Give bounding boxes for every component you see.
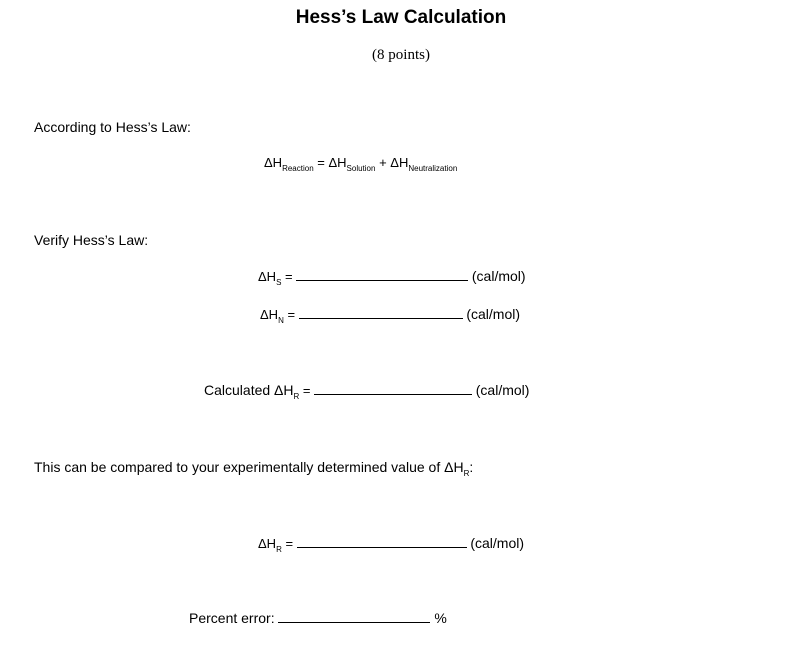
compare-main: This can be compared to your experimentally determined value of ΔH	[34, 459, 464, 475]
page-title: Hess’s Law Calculation	[295, 7, 507, 28]
dhn-row	[260, 306, 520, 325]
calc-sub: R	[293, 392, 300, 401]
calc-prefix: Calculated ΔH	[204, 382, 294, 398]
equation-plus: + ΔH	[375, 155, 409, 170]
equation-lhs-sub: Reaction	[282, 164, 314, 173]
dhs-blank-field[interactable]	[296, 268, 468, 281]
dhn-sub: N	[278, 316, 284, 325]
points-subtitle: (8 points)	[372, 47, 430, 63]
verify-label: Verify Hess’s Law:	[34, 232, 149, 248]
compare-sub: R	[463, 469, 470, 478]
hess-equation	[264, 155, 458, 173]
dhn-eq: =	[283, 307, 296, 322]
dhn-symbol: ΔH	[260, 307, 279, 322]
equation-lhs: ΔH	[264, 155, 283, 170]
dhs-eq: =	[281, 269, 293, 284]
dhs-symbol: ΔH	[258, 269, 277, 284]
compare-text	[34, 459, 474, 478]
equation-mid-sub: Solution	[346, 164, 376, 173]
dhr-row	[258, 535, 524, 554]
calc-eq: =	[299, 383, 311, 398]
percent-row	[189, 610, 447, 626]
calc-unit: (cal/mol)	[475, 382, 530, 398]
percent-label: Percent error:	[189, 610, 275, 626]
dhr-eq: =	[281, 536, 294, 551]
percent-blank-field[interactable]	[278, 610, 430, 623]
calc-blank-field[interactable]	[314, 382, 472, 395]
calc-row	[204, 382, 530, 401]
dhn-blank-field[interactable]	[299, 306, 463, 319]
equation-eq: = ΔH	[313, 155, 347, 170]
dhr-symbol: ΔH	[258, 536, 277, 551]
compare-suffix: :	[469, 459, 474, 475]
dhs-row	[258, 268, 526, 287]
dhs-sub: S	[276, 278, 282, 287]
percent-unit: %	[434, 610, 447, 626]
dhn-unit: (cal/mol)	[466, 306, 520, 322]
dhr-sub: R	[276, 545, 282, 554]
dhr-unit: (cal/mol)	[470, 535, 524, 551]
equation-rhs-sub: Neutralization	[408, 164, 458, 173]
dhr-blank-field[interactable]	[297, 535, 467, 548]
intro-label: According to Hess’s Law:	[34, 119, 191, 135]
dhs-unit: (cal/mol)	[471, 268, 526, 284]
